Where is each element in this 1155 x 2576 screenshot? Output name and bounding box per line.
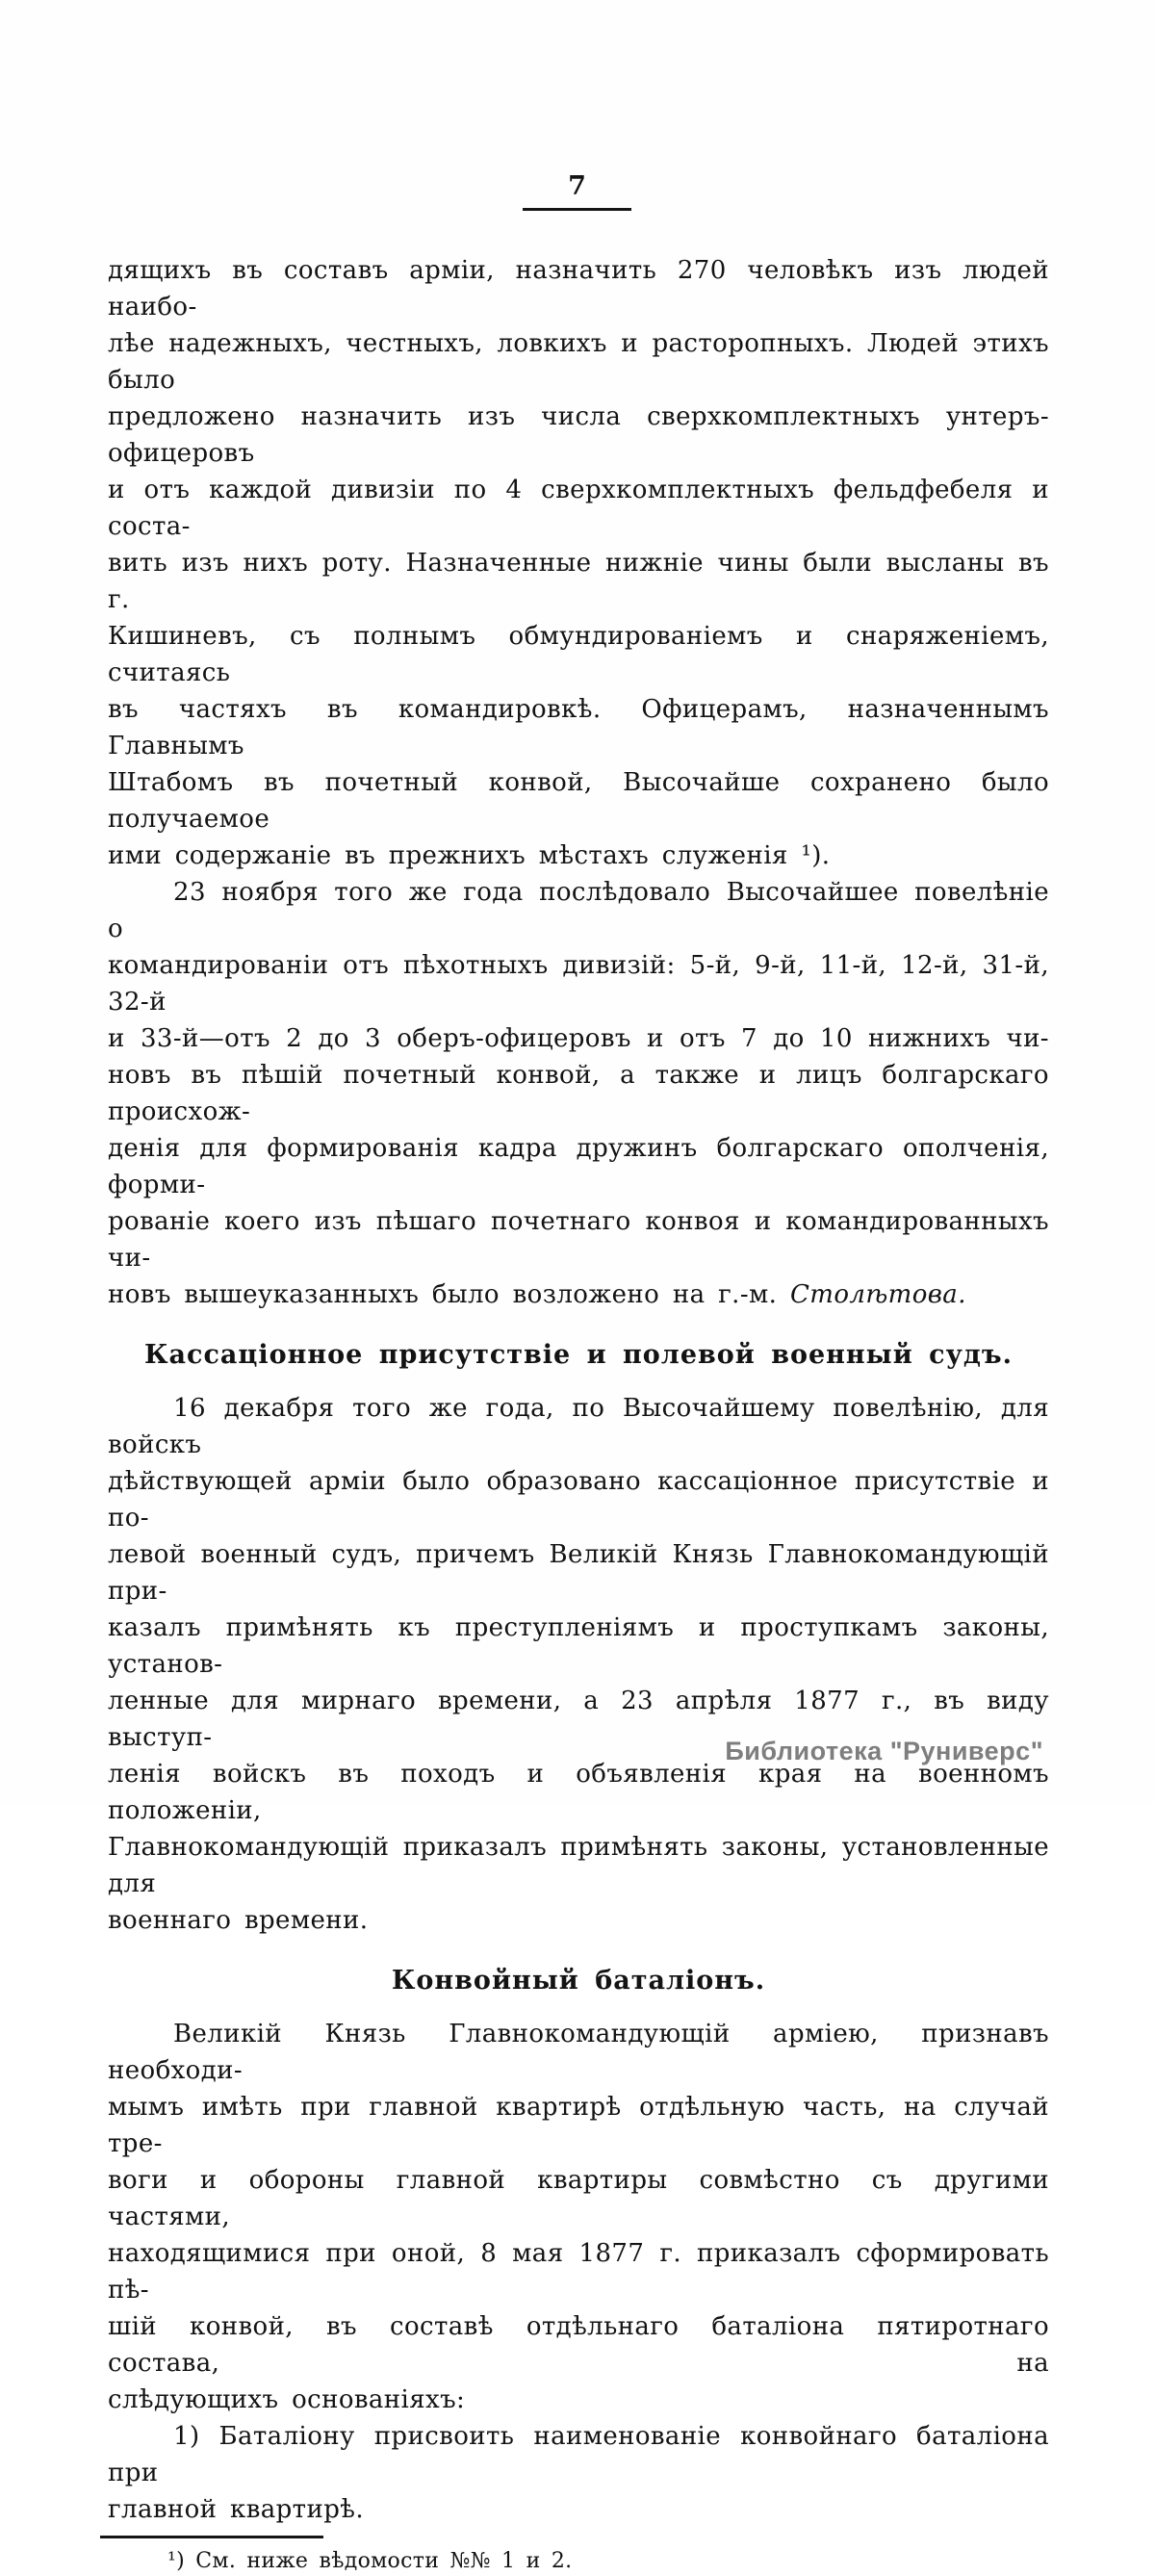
text-line: главной квартирѣ. [108,2495,364,2524]
text-line: Штабомъ въ почетный конвой, Высочайше сохранено было получаемое [108,768,1049,834]
paragraph-item-1-battalion-name [108,2418,1049,2528]
footnote-rule [100,2536,323,2538]
footnote [108,2536,1049,2576]
heading-cassation-court [108,1336,1049,1375]
text-line: ленные для мирнаго времени, а 23 апрѣля 1877 г., въ виду выступ- [108,1687,1049,1752]
page-number-rule [523,208,631,211]
paragraph-honor-convoy-continuation [108,252,1049,874]
footnote-text: ¹) См. ниже вѣдомости №№ 1 и 2. [167,2549,573,2573]
paragraph-16-december-court [108,1390,1049,1939]
text-line: и 33-й—отъ 2 до 3 оберъ-офицеровъ и отъ 7 до 10 нижнихъ чи- [108,1024,1049,1053]
text-line: новъ вышеуказанныхъ было возложено на г.-м. Столѣтова. [108,1280,966,1309]
text-line: денія для формированія кадра дружинъ болгарскаго ополченія, форми- [108,1134,1049,1199]
text-line: и отъ каждой дивизіи по 4 сверхкомплектныхъ фельдфебеля и соста- [108,476,1049,541]
heading-line: Конвойный баталіонъ. [391,1966,766,1996]
text-line: военнаго времени. [108,1906,369,1935]
text-line: 16 декабря того же года, по Высочайшему повелѣнію, для войскъ [108,1394,1049,1459]
text-line: ленія войскъ въ походъ и объявленія края на военномъ положеніи, [108,1760,1049,1825]
text-line: командированіи отъ пѣхотныхъ дивизій: 5-й, 9-й, 11-й, 12-й, 31-й, 32-й [108,951,1049,1017]
text-line: предложено назначить изъ числа сверхкомплектныхъ унтеръ-офицеровъ [108,402,1049,468]
text-line: въ частяхъ въ командировкѣ. Офицерамъ, назначеннымъ Главнымъ [108,695,1049,760]
text-line: Великій Князь Главнокомандующій арміею, признавъ необходи- [108,2020,1049,2085]
text-line: казалъ примѣнять къ преступленіямъ и проступкамъ законы, установ- [108,1613,1049,1679]
heading-line: Кассаціонное присутствіе и полевой военный судъ. [143,1340,1014,1370]
text-line: шій конвой, въ составѣ отдѣльнаго баталіона пятиротнаго состава, на [108,2312,1049,2378]
paragraph-convoy-battalion-formation [108,2016,1049,2418]
text-block [108,252,1049,2576]
text-line: Кишиневъ, съ полнымъ обмундированіемъ и снаряженіемъ, считаясь [108,622,1049,687]
heading-convoy-battalion [108,1962,1049,2000]
library-watermark: Библиотека "Руниверс" [725,1737,1043,1765]
text-line: слѣдующихъ основаніяхъ: [108,2385,466,2414]
text-line: рованіе коего изъ пѣшаго почетнаго конвоя и командированныхъ чи- [108,1207,1049,1273]
page-number: 7 [568,171,587,201]
text-line: 1) Баталіону присвоить наименованіе конвойнаго баталіона при [108,2422,1049,2487]
text-line: находящимися при оной, 8 мая 1877 г. приказалъ сформировать пѣ- [108,2239,1049,2305]
text-line: ими содержаніе въ прежнихъ мѣстахъ служенія ¹). [108,841,831,870]
text-line: воги и обороны главной квартиры совмѣстно съ другими частями, [108,2166,1049,2231]
text-line: мымъ имѣть при главной квартирѣ отдѣльную часть, на случай тре- [108,2093,1049,2158]
text-line: новъ въ пѣшій почетный конвой, а также и лицъ болгарскаго происхож- [108,1061,1049,1126]
text-line: лѣе надежныхъ, честныхъ, ловкихъ и расторопныхъ. Людей этихъ было [108,329,1049,395]
text-line: Главнокомандующій приказалъ примѣнять законы, установленные для [108,1833,1049,1898]
text-line: дящихъ въ составъ арміи, назначить 270 человѣкъ изъ людей наибо- [108,256,1049,322]
text-line: дѣйствующей арміи было образовано кассаціонное присутствіе и по- [108,1467,1049,1533]
text-line: 23 ноября того же года послѣдовало Высочайшее повелѣніе о [108,878,1049,943]
paragraph-23-november-order [108,874,1049,1313]
text-line: левой военный судъ, причемъ Великій Князь Главнокомандующій при- [108,1540,1049,1606]
text-line: вить изъ нихъ роту. Назначенные нижніе чины были высланы въ г. [108,549,1049,614]
